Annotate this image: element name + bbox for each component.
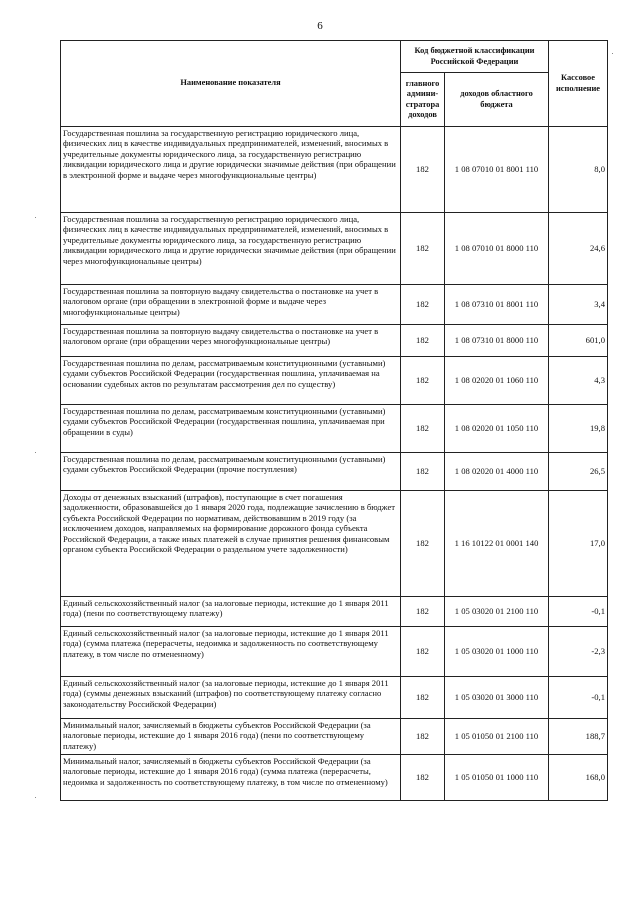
admin-code-cell: 182 — [401, 285, 445, 325]
budget-code-cell: 1 08 07310 01 8000 110 — [445, 325, 549, 357]
budget-code-cell: 1 08 07010 01 8000 110 — [445, 213, 549, 285]
scan-speck — [612, 53, 613, 54]
indicator-name-cell: Государственная пошлина по делам, рассматриваемым конституционными (уставными) судами субъектов Российской Федерации (государственная пошлина, уплачиваемая при обращении в суды) — [61, 405, 401, 453]
table-row — [61, 719, 608, 755]
budget-table — [60, 40, 608, 801]
admin-code-cell: 182 — [401, 325, 445, 357]
indicator-name-cell: Государственная пошлина по делам, рассматриваемым конституционными (уставными) судами субъектов Российской Федерации (прочие поступления) — [61, 453, 401, 491]
cash-amount-cell: 3,4 — [549, 285, 608, 325]
table-row — [61, 677, 608, 719]
budget-code-cell: 1 08 07010 01 8001 110 — [445, 127, 549, 213]
scan-speck — [35, 797, 36, 798]
cash-amount-cell: 19,8 — [549, 405, 608, 453]
budget-code-cell: 1 16 10122 01 0001 140 — [445, 491, 549, 597]
table-row — [61, 213, 608, 285]
admin-code-cell: 182 — [401, 405, 445, 453]
budget-code-cell: 1 05 03020 01 3000 110 — [445, 677, 549, 719]
indicator-name-cell: Минимальный налог, зачисляемый в бюджеты субъектов Российской Федерации (за налоговые периоды, истекшие до 1 января 2016 года) (пени по соответствующему платежу) — [61, 719, 401, 755]
header-row-1 — [61, 41, 608, 73]
table-row — [61, 357, 608, 405]
budget-code-cell: 1 08 07310 01 8001 110 — [445, 285, 549, 325]
budget-code-cell: 1 05 01050 01 1000 110 — [445, 755, 549, 801]
table-row — [61, 627, 608, 677]
cash-amount-cell: -0,1 — [549, 597, 608, 627]
indicator-name-cell: Государственная пошлина за повторную выдачу свидетельства о постановке на учет в налоговом органе (при обращении через многофункциональные центры) — [61, 325, 401, 357]
indicator-name-cell: Единый сельскохозяйственный налог (за налоговые периоды, истекшие до 1 января 2011 года) (суммы денежных взысканий (штрафов) по соответствующему платежу согласно законодательству Российской Федерации) — [61, 677, 401, 719]
budget-code-cell: 1 05 01050 01 2100 110 — [445, 719, 549, 755]
table-row — [61, 325, 608, 357]
cash-amount-cell: 24,6 — [549, 213, 608, 285]
indicator-name-cell: Государственная пошлина за повторную выдачу свидетельства о постановке на учет в налоговом органе (при обращении в электронной форме и выдаче через многофункциональные центры) — [61, 285, 401, 325]
indicator-name-cell: Единый сельскохозяйственный налог (за налоговые периоды, истекшие до 1 января 2011 года) (сумма платежа (перерасчеты, недоимка и задолженность по соответствующему платежу, в том числе по отмененному) — [61, 627, 401, 677]
admin-code-cell: 182 — [401, 213, 445, 285]
header-indicator-name: Наименование показателя — [61, 41, 401, 127]
cash-amount-cell: -0,1 — [549, 677, 608, 719]
admin-code-cell: 182 — [401, 453, 445, 491]
indicator-name-cell: Государственная пошлина за государственную регистрацию юридического лица, физических лиц в качестве индивидуальных предпринимателей, изменений, вносимых в учредительные документы юридического лица, за государственную регистрацию ликвидации юридического лица и другие юридически значимые действия (при обращении в электронной форме и выдаче через многофункциональные центры) — [61, 127, 401, 213]
budget-code-cell: 1 08 02020 01 4000 110 — [445, 453, 549, 491]
header-regional-income: доходов областного бюджета — [445, 73, 549, 127]
cash-amount-cell: 26,5 — [549, 453, 608, 491]
page-number: 6 — [317, 20, 323, 32]
admin-code-cell: 182 — [401, 491, 445, 597]
scan-speck — [35, 452, 36, 453]
table-row — [61, 755, 608, 801]
table-row — [61, 597, 608, 627]
cash-amount-cell: 4,3 — [549, 357, 608, 405]
cash-amount-cell: 8,0 — [549, 127, 608, 213]
header-chief-admin: главного админи-стратора доходов — [401, 73, 445, 127]
header-budget-code-group: Код бюджетной классификации Российской Федерации — [401, 41, 549, 73]
indicator-name-cell: Единый сельскохозяйственный налог (за налоговые периоды, истекшие до 1 января 2011 года) (пени по соответствующему платежу) — [61, 597, 401, 627]
admin-code-cell: 182 — [401, 755, 445, 801]
budget-code-cell: 1 05 03020 01 1000 110 — [445, 627, 549, 677]
admin-code-cell: 182 — [401, 719, 445, 755]
indicator-name-cell: Доходы от денежных взысканий (штрафов), поступающие в счет погашения задолженности, образовавшейся до 1 января 2020 года, подлежащие зачислению в бюджет субъекта Российской Федерации по нормативам, действовавшим в 2019 году (за исключением доходов, направляемых на формирование дорожного фонда субъекта Российской Федерации, а также иных платежей в случае принятия решения финансовым органом субъекта Российской Федерации о раздельном учете задолженности) — [61, 491, 401, 597]
table-row — [61, 127, 608, 213]
admin-code-cell: 182 — [401, 627, 445, 677]
table-row — [61, 453, 608, 491]
indicator-name-cell: Государственная пошлина по делам, рассматриваемым конституционными (уставными) судами субъектов Российской Федерации (государственная пошлина, уплачиваемая на основании судебных актов по результатам рассмотрения дел по существу) — [61, 357, 401, 405]
table-row — [61, 491, 608, 597]
budget-code-cell: 1 05 03020 01 2100 110 — [445, 597, 549, 627]
cash-amount-cell: 168,0 — [549, 755, 608, 801]
table-row — [61, 405, 608, 453]
indicator-name-cell: Государственная пошлина за государственную регистрацию юридического лица, физических лиц в качестве индивидуальных предпринимателей, изменений, вносимых в учредительные документы юридического лица, за государственную регистрацию ликвидации юридического лица и другие юридически значимые действия (при обращении через многофункциональные центры) — [61, 213, 401, 285]
indicator-name-cell: Минимальный налог, зачисляемый в бюджеты субъектов Российской Федерации (за налоговые периоды, истекшие до 1 января 2016 года) (сумма платежа (перерасчеты, недоимка и задолженность по соответствующему платежу, в том числе по отмененному) — [61, 755, 401, 801]
header-cash-execution: Кассовое исполнение — [549, 41, 608, 127]
admin-code-cell: 182 — [401, 127, 445, 213]
admin-code-cell: 182 — [401, 677, 445, 719]
cash-amount-cell: 17,0 — [549, 491, 608, 597]
scan-speck — [35, 217, 36, 218]
table-row — [61, 285, 608, 325]
cash-amount-cell: 188,7 — [549, 719, 608, 755]
admin-code-cell: 182 — [401, 357, 445, 405]
budget-code-cell: 1 08 02020 01 1050 110 — [445, 405, 549, 453]
budget-code-cell: 1 08 02020 01 1060 110 — [445, 357, 549, 405]
cash-amount-cell: -2,3 — [549, 627, 608, 677]
admin-code-cell: 182 — [401, 597, 445, 627]
cash-amount-cell: 601,0 — [549, 325, 608, 357]
